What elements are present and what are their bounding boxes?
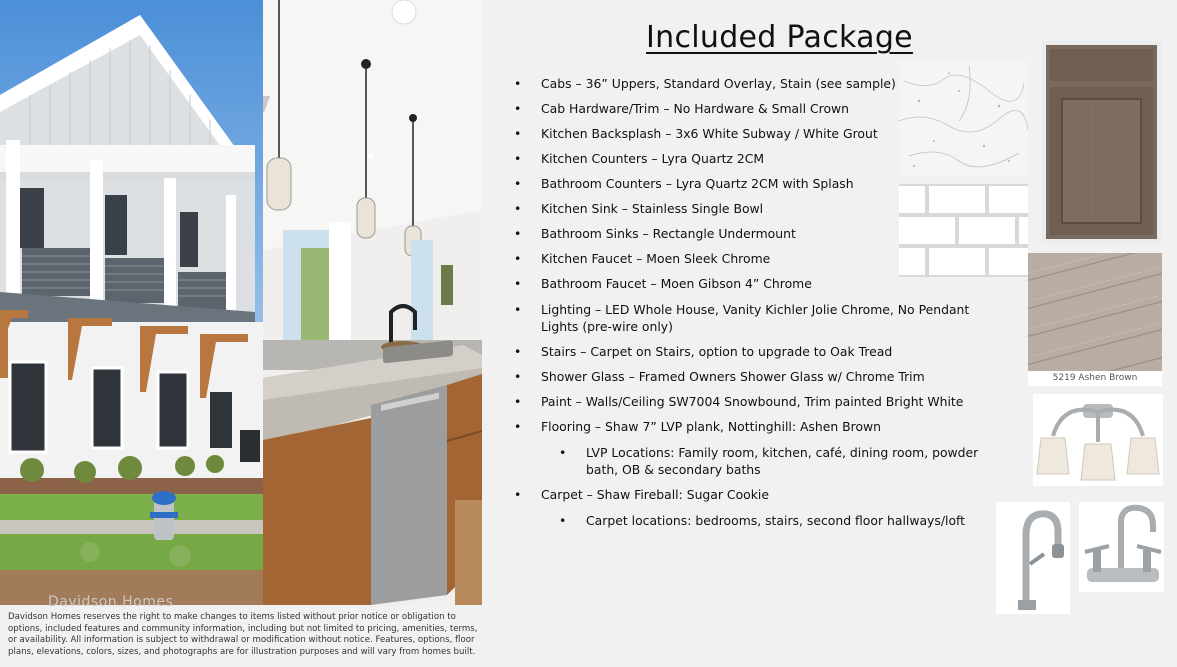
flooring-swatch-label: 5219 Ashen Brown: [1028, 371, 1162, 386]
item-text: Flooring – Shaw 7” LVP plank, Nottinghill: Ashen Brown: [541, 419, 882, 434]
bullet: •: [514, 394, 522, 409]
bullet: •: [514, 419, 522, 434]
bullet: •: [514, 126, 522, 141]
list-item: [514, 344, 984, 360]
list-item: [514, 369, 984, 385]
bullet: •: [514, 226, 522, 241]
item-text: Paint – Walls/Ceiling SW7004 Snowbound, Trim painted Bright White: [541, 394, 964, 409]
bullet: •: [514, 251, 522, 266]
list-subitem: [514, 513, 984, 529]
item-text: LVP Locations: Family room, kitchen, café, dining room, powder bath, OB & secondary baths: [586, 445, 979, 477]
item-text: Kitchen Backsplash – 3x6 White Subway / White Grout: [541, 126, 878, 141]
item-text: Carpet locations: bedrooms, stairs, second floor hallways/loft: [586, 513, 966, 528]
bullet: •: [514, 369, 522, 384]
bullet: •: [514, 101, 522, 116]
list-item: [514, 419, 984, 435]
item-text: Kitchen Counters – Lyra Quartz 2CM: [541, 151, 765, 166]
company-watermark: Davidson Homes: [48, 594, 174, 610]
kitchen-faucet-image: [996, 502, 1070, 614]
bullet: •: [514, 76, 522, 91]
quartz-countertop-swatch: [899, 61, 1028, 175]
legal-disclaimer: Davidson Homes reserves the right to make changes to items listed without prior notice or obligation to options, included features and community information, including but not limited to pricing, amenities, terms, or availability. All information is subject to withdrawal or modification without notice. Features, options, floor plans, elevations, colors, sizes, and photographs are for illustration purposes and will vary from homes built.: [8, 612, 478, 657]
item-text: Carpet – Shaw Fireball: Sugar Cookie: [541, 487, 769, 502]
lvp-flooring-swatch: [1028, 253, 1162, 386]
item-text: Shower Glass – Framed Owners Shower Glass w/ Chrome Trim: [541, 369, 925, 384]
bullet: •: [514, 487, 522, 502]
vanity-light-fixture-image: [1033, 394, 1163, 486]
house-exterior-photo: [0, 0, 263, 605]
item-text: Bathroom Sinks – Rectangle Undermount: [541, 226, 796, 241]
bullet: •: [514, 302, 522, 317]
list-item: [514, 276, 984, 292]
list-subitem: [514, 444, 984, 478]
page-title: Included Package: [646, 20, 913, 55]
bullet: •: [514, 176, 522, 191]
bullet: •: [514, 276, 522, 291]
item-text: Lighting – LED Whole House, Vanity Kichler Jolie Chrome, No Pendant Lights (pre-wire only): [541, 302, 970, 334]
bullet: •: [559, 445, 567, 460]
item-text: Kitchen Sink – Stainless Single Bowl: [541, 201, 764, 216]
item-text: Bathroom Counters – Lyra Quartz 2CM with Splash: [541, 176, 854, 191]
kitchen-photo: [263, 0, 482, 605]
item-text: Kitchen Faucet – Moen Sleek Chrome: [541, 251, 771, 266]
list-item: [514, 487, 984, 503]
item-text: Cabs – 36” Uppers, Standard Overlay, Stain (see sample): [541, 76, 896, 91]
list-item: [514, 301, 984, 335]
item-text: Cab Hardware/Trim – No Hardware & Small Crown: [541, 101, 850, 116]
bullet: •: [514, 344, 522, 359]
cabinet-door-sample: [1042, 41, 1161, 243]
item-text: Bathroom Faucet – Moen Gibson 4” Chrome: [541, 276, 812, 291]
bathroom-faucet-image: [1079, 502, 1164, 592]
bullet: •: [559, 513, 567, 528]
bullet: •: [514, 151, 522, 166]
bullet: •: [514, 201, 522, 216]
list-item: [514, 394, 984, 410]
item-text: Stairs – Carpet on Stairs, option to upgrade to Oak Tread: [541, 344, 893, 359]
subway-tile-swatch: [899, 184, 1028, 277]
